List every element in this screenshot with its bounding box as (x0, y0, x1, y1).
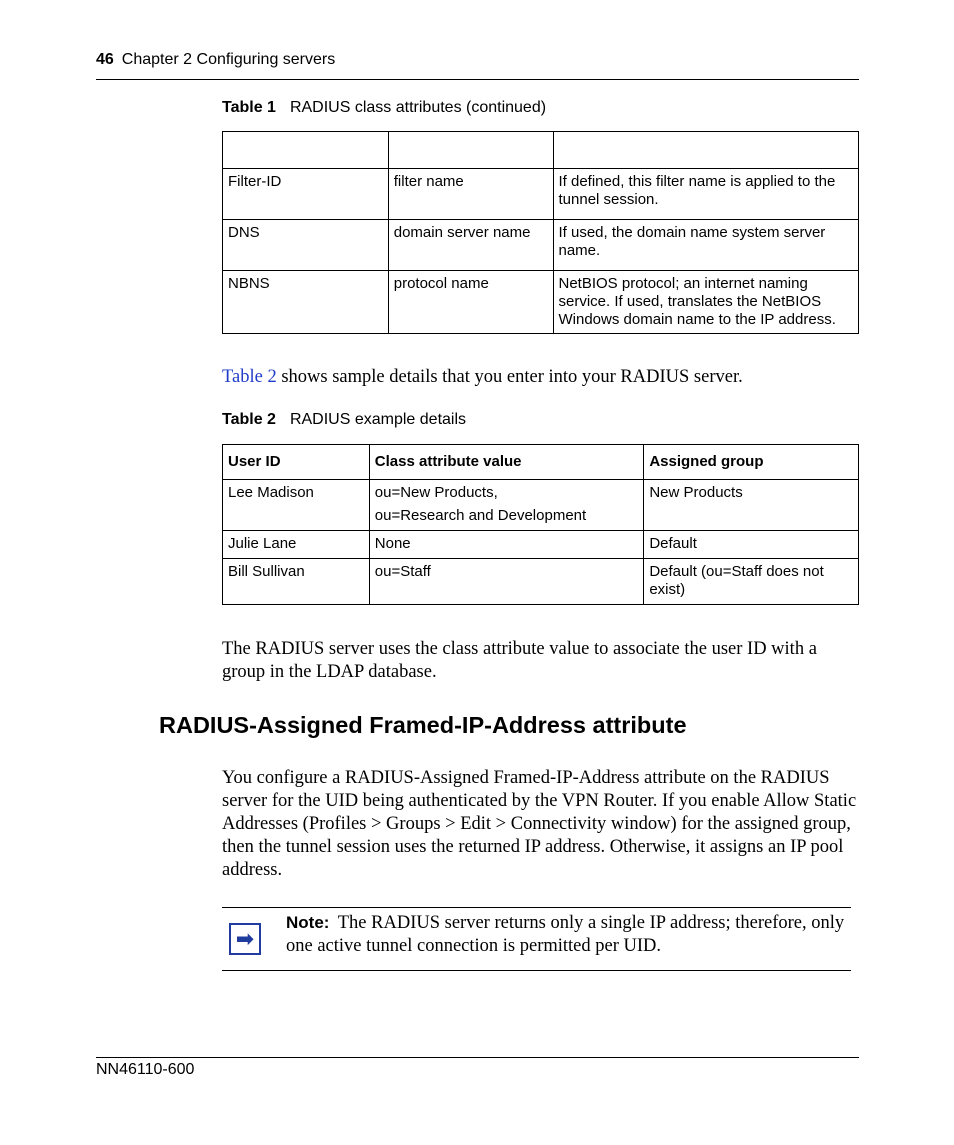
table-cell: NBNS (223, 271, 389, 334)
cell-line: ou=Research and Development (374, 507, 587, 524)
note-text (286, 911, 846, 958)
table-row (223, 531, 859, 559)
table-cell: Filter-ID (223, 169, 389, 220)
intro-text: shows sample details that you enter into your RADIUS server. (276, 367, 743, 387)
table-row (223, 559, 859, 605)
table2-link[interactable]: Table 2 (222, 367, 277, 387)
table-cell: protocol name (388, 271, 553, 334)
page-header (96, 51, 859, 80)
class-attribute-paragraph: The RADIUS server uses the class attribute value to associate the user ID with a group in the LDAP database. (222, 639, 817, 682)
table-cell (369, 480, 644, 531)
table-cell: Bill Sullivan (223, 559, 370, 605)
table1-caption (222, 99, 546, 117)
table-header-cell: User ID (223, 445, 370, 480)
page-number: 46 (96, 51, 114, 68)
table-cell: Lee Madison (223, 480, 370, 531)
note-body: The RADIUS server returns only a single IP address; therefore, only one active tunnel connection is permitted per UID. (286, 913, 845, 956)
table-header-cell (553, 132, 859, 169)
table-cell: None (369, 531, 644, 559)
table-header-cell: Assigned group (644, 445, 859, 480)
table2-caption-label: Table 2 (222, 411, 276, 428)
section-heading: RADIUS-Assigned Framed-IP-Address attribute (159, 712, 687, 738)
chapter-title: Chapter 2 Configuring servers (121, 51, 336, 68)
radius-example-details-table (222, 444, 859, 605)
table-row (223, 169, 859, 220)
table-cell: Default (644, 531, 859, 559)
cell-line: ou=New Products, (374, 484, 498, 501)
arrow-right-icon: ➡ (229, 923, 261, 955)
table-row (223, 220, 859, 271)
doc-number: NN46110-600 (96, 1061, 195, 1078)
table-cell: Julie Lane (223, 531, 370, 559)
section-body-paragraph: You configure a RADIUS-Assigned Framed-IP-Address attribute on the RADIUS server for the UID being authenticated by the VPN Router. If you enable Allow Static Addresses (Profiles > Groups > Edit > Connectivity window) for the assigned group, then the tunnel session uses the returned IP address. Otherwise, it assigns an IP pool address. (222, 768, 857, 880)
table-cell: domain server name (388, 220, 553, 271)
table-cell: New Products (644, 480, 859, 531)
note-box (222, 907, 851, 971)
table-header-cell: Class attribute value (369, 445, 644, 480)
table-cell: DNS (223, 220, 389, 271)
note-label: Note: (286, 913, 330, 932)
table-cell: NetBIOS protocol; an internet naming service. If used, translates the NetBIOS Windows domain name to the IP address. (553, 271, 859, 334)
table-cell: Default (ou=Staff does not exist) (644, 559, 859, 605)
radius-class-attributes-table (222, 131, 859, 334)
table-cell: If used, the domain name system server name. (553, 220, 859, 271)
page-footer (96, 1057, 859, 1079)
table-header-row (223, 132, 859, 169)
table2-caption-title: RADIUS example details (289, 411, 467, 428)
table-row (223, 480, 859, 531)
table1-caption-label: Table 1 (222, 99, 276, 116)
table-cell: filter name (388, 169, 553, 220)
table-header-cell (388, 132, 553, 169)
table-row (223, 271, 859, 334)
table-header-row (223, 445, 859, 480)
table-cell: ou=Staff (369, 559, 644, 605)
table1-caption-title: RADIUS class attributes (continued) (289, 99, 547, 116)
table2-intro-paragraph (222, 366, 862, 389)
table2-caption (222, 411, 466, 429)
table-cell: If defined, this filter name is applied to the tunnel session. (553, 169, 859, 220)
table-header-cell (223, 132, 389, 169)
